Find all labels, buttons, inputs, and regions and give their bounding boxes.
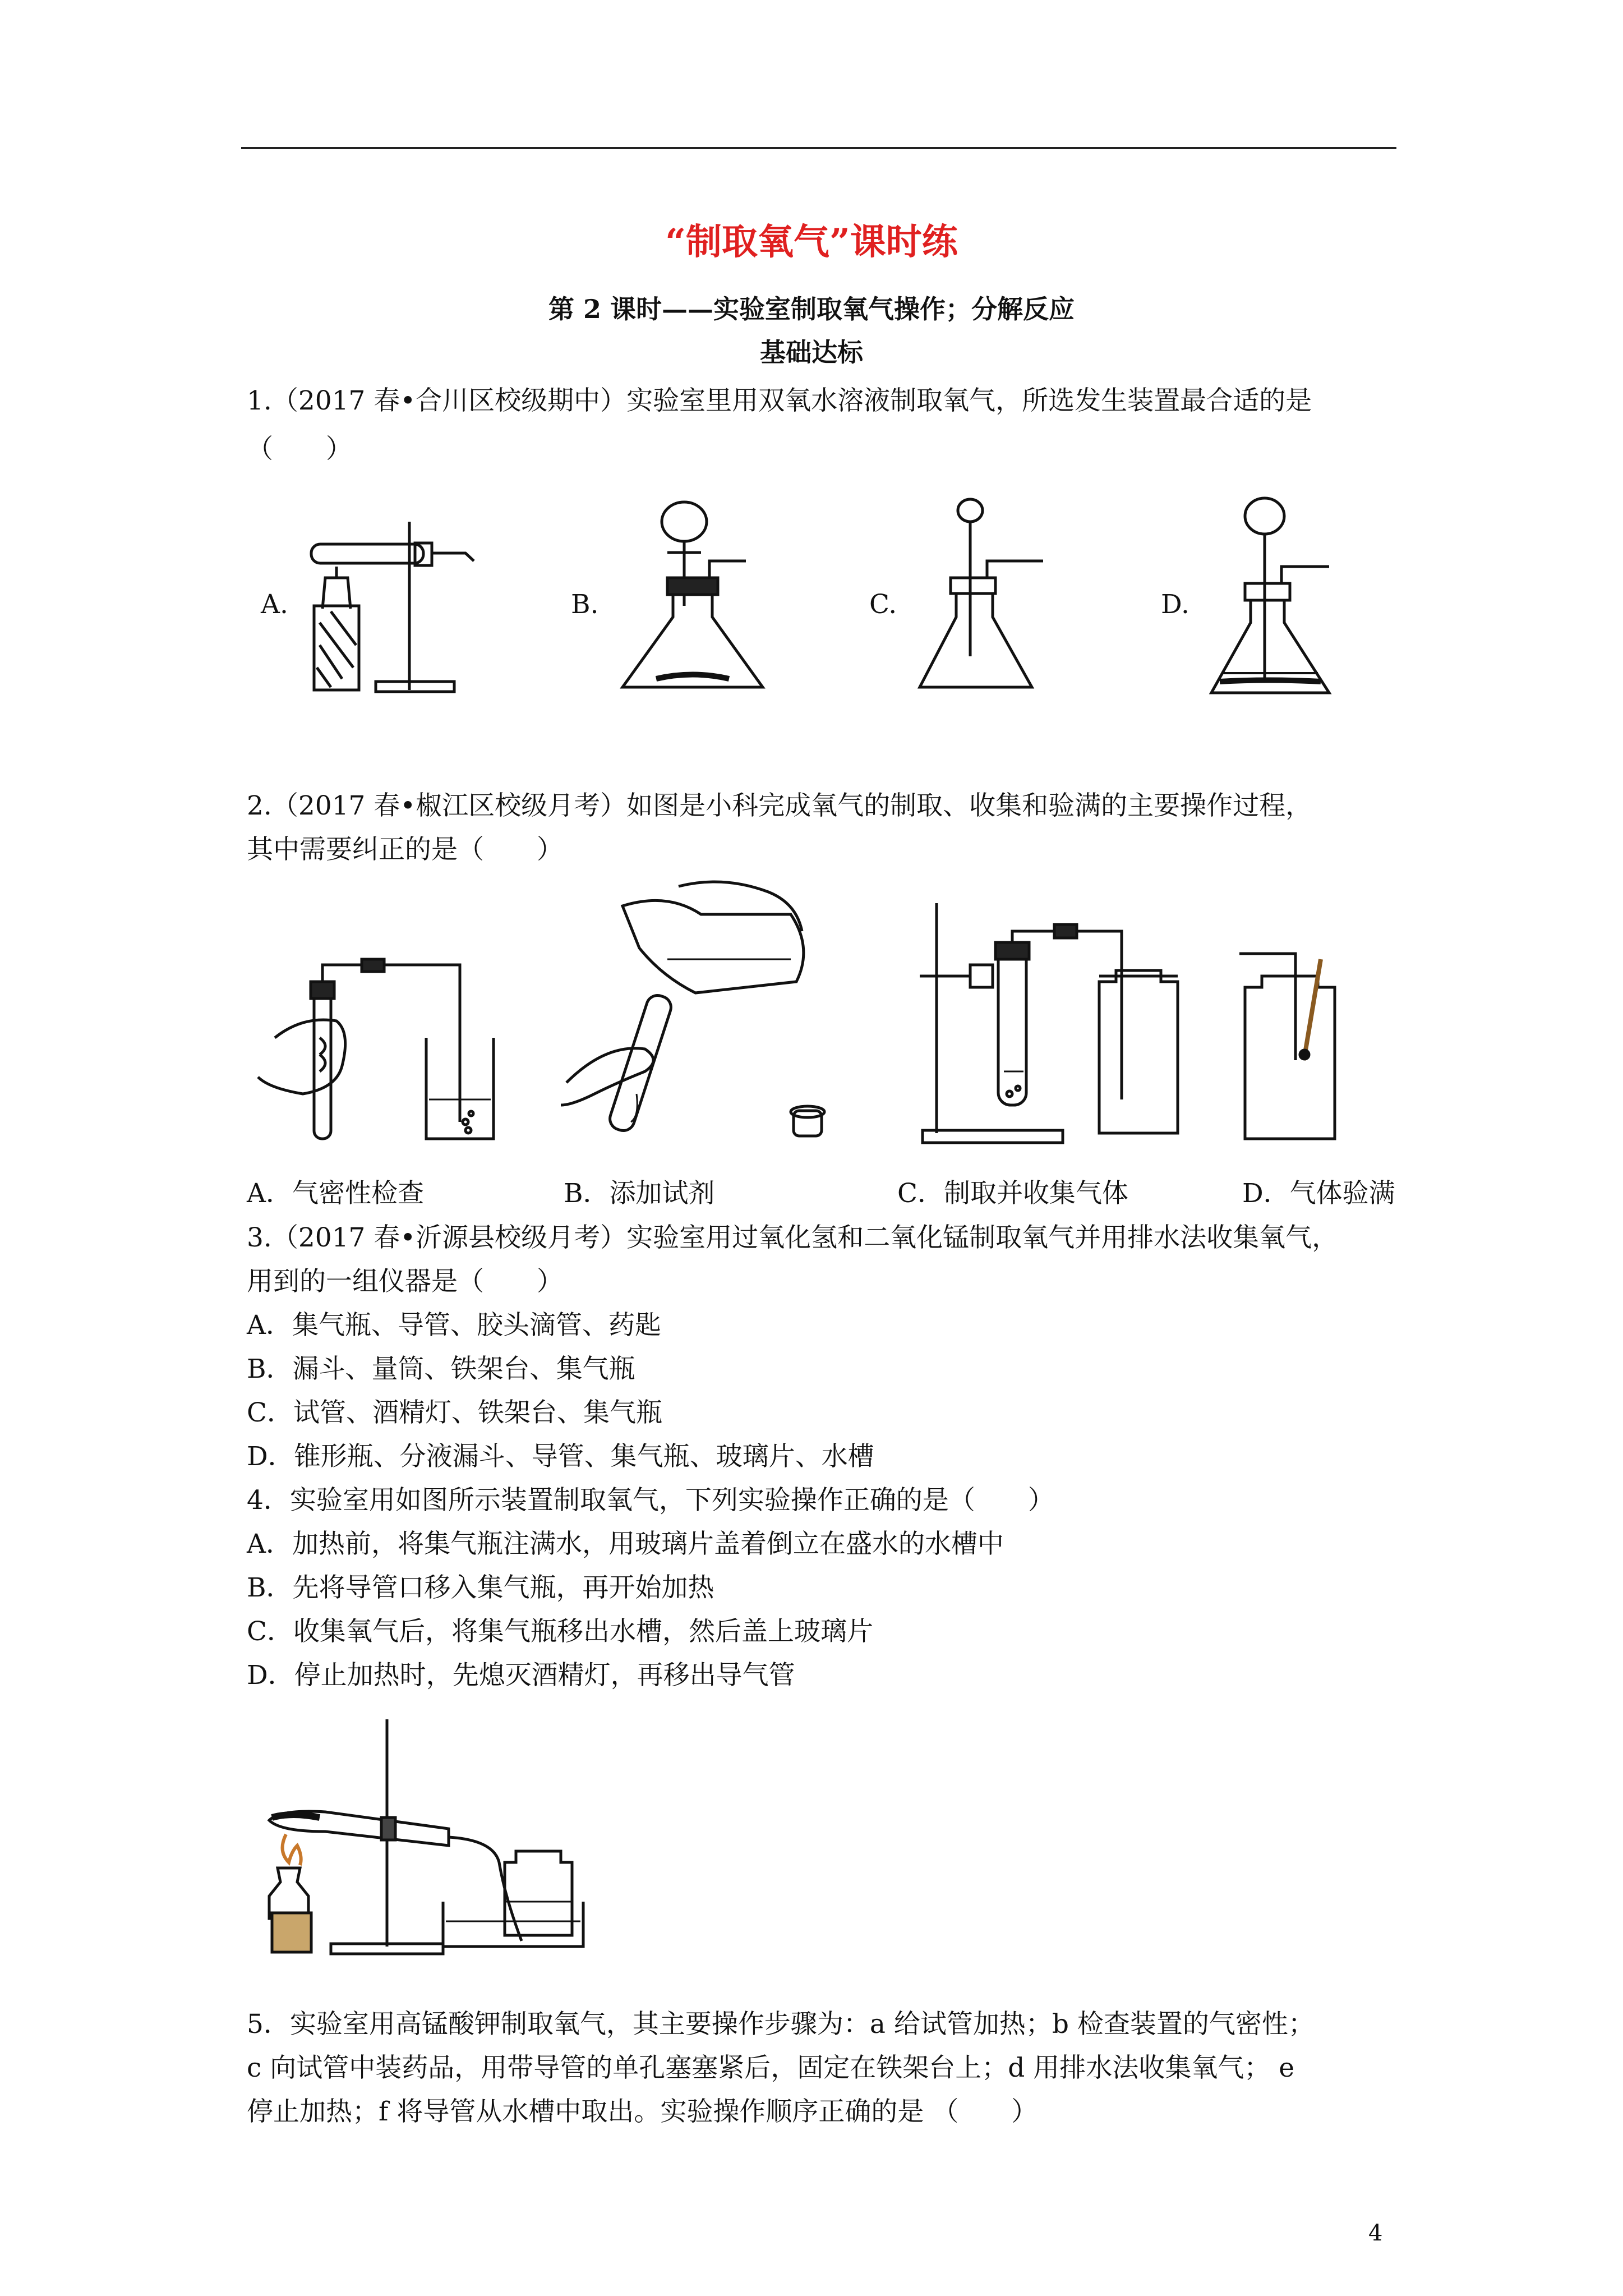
question-4-option-b: B．先将导管口移入集气瓶，再开始加热 <box>247 1572 714 1603</box>
question-4-option-c: C．收集氧气后，将集气瓶移出水槽，然后盖上玻璃片 <box>247 1616 873 1647</box>
q1-figure-b-flask-separatory-funnel <box>611 494 780 696</box>
q2-caption-a: A．气密性检查 <box>247 1178 424 1209</box>
question-3-line-2: 用到的一组仪器是（ ） <box>247 1266 563 1297</box>
header-rule <box>241 147 1396 149</box>
page-title: “制取氧气”课时练 <box>665 221 958 263</box>
q2-caption-c: C．制取并收集气体 <box>897 1178 1128 1209</box>
question-4-line-1: 4．实验室用如图所示装置制取氧气，下列实验操作正确的是（ ） <box>247 1485 1054 1516</box>
q1-option-c-label: C. <box>869 589 897 620</box>
q1-option-b-label: B. <box>571 589 599 620</box>
question-5-line-3: 停止加热；f 将导管从水槽中取出。实验操作顺序正确的是 （ ） <box>247 2096 1038 2127</box>
q2-figure-c-generate-collect-gas <box>920 898 1211 1147</box>
section-heading: 基础达标 <box>760 337 863 367</box>
question-2-line-1: 2.（2017 春•椒江区校级月考）如图是小科完成氧气的制取、收集和验满的主要操作过程， <box>247 790 1312 821</box>
page-number: 4 <box>1368 2220 1383 2246</box>
q2-figure-b-adding-reagent <box>555 881 836 1150</box>
q1-option-d-label: D. <box>1161 589 1189 620</box>
q1-option-a-label: A. <box>261 589 288 620</box>
question-5-line-1: 5．实验室用高锰酸钾制取氧气，其主要操作步骤为：a 给试管加热；b 检查装置的气密性； <box>247 2009 1315 2040</box>
question-1-line-1: 1.（2017 春•合川区校级期中）实验室里用双氧水溶液制取氧气，所选发生装置最合适的是 <box>247 385 1312 416</box>
question-1-line-2: （ ） <box>247 434 352 464</box>
q4-figure-heating-water-collection <box>258 1717 594 1958</box>
q2-caption-d: D．气体验满 <box>1242 1178 1395 1209</box>
question-3-option-c: C．试管、酒精灯、铁架台、集气瓶 <box>247 1397 662 1428</box>
question-3-option-a: A．集气瓶、导管、胶头滴管、药匙 <box>247 1310 661 1341</box>
q1-figure-a-heating-apparatus <box>303 510 494 696</box>
q2-figure-a-airtightness-check <box>252 954 505 1144</box>
question-3-option-d: D．锥形瓶、分液漏斗、导管、集气瓶、玻璃片、水槽 <box>247 1441 874 1472</box>
q2-figure-d-gas-full-check <box>1234 942 1346 1144</box>
question-3-line-1: 3.（2017 春•沂源县校级月考）实验室用过氧化氢和二氧化锰制取氧气并用排水法收集氧气， <box>247 1222 1339 1253</box>
q1-figure-c-flask-long-funnel <box>909 494 1054 696</box>
page-subtitle: 第 2 课时——实验室制取氧气操作；分解反应 <box>548 294 1075 324</box>
question-5-line-2: c 向试管中装药品，用带导管的单孔塞塞紧后，固定在铁架台上；d 用排水法收集氧气； e <box>247 2053 1295 2083</box>
q1-figure-d-flask-funnel-liquid <box>1200 494 1352 701</box>
q2-caption-b: B．添加试剂 <box>564 1178 715 1209</box>
question-4-option-a: A．加热前，将集气瓶注满水，用玻璃片盖着倒立在盛水的水槽中 <box>247 1529 1004 1559</box>
question-4-option-d: D．停止加热时，先熄灭酒精灯，再移出导气管 <box>247 1660 795 1691</box>
question-3-option-b: B．漏斗、量筒、铁架台、集气瓶 <box>247 1354 635 1384</box>
question-2-line-2: 其中需要纠正的是（ ） <box>247 834 563 865</box>
